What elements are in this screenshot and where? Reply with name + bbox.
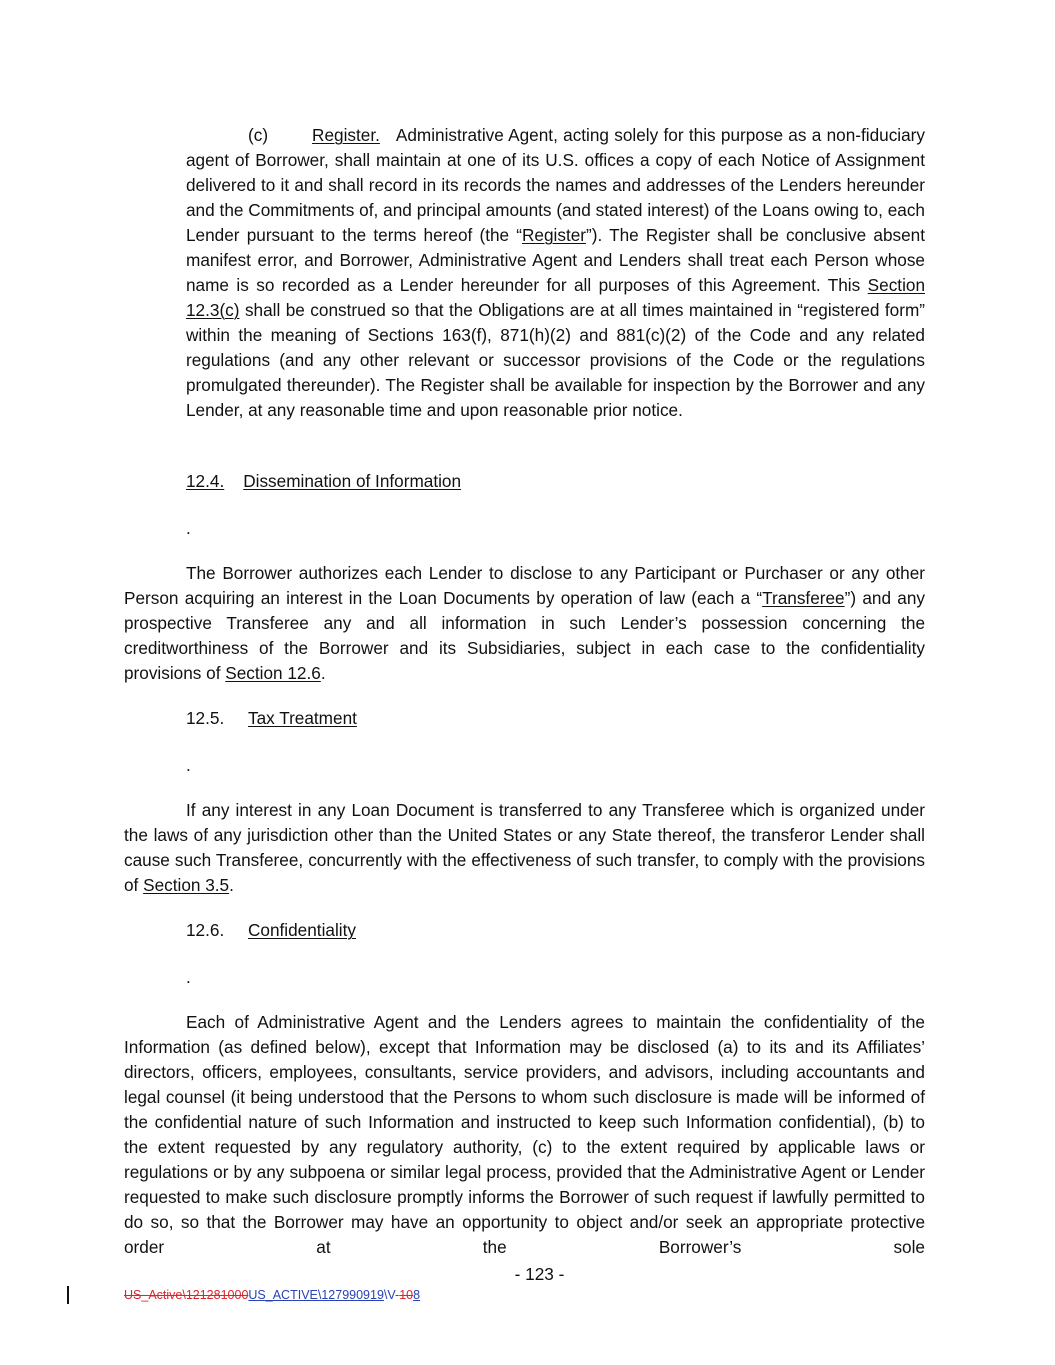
- section-12-4-title: Dissemination of Information: [243, 471, 462, 491]
- section-12-4-section-ref: Section 12.6: [225, 663, 321, 683]
- section-12-6-paragraph: [124, 1010, 925, 1260]
- register-title: Register.: [312, 125, 380, 145]
- section-12-4-heading: [186, 469, 461, 494]
- section-12-5-section-ref: Section 3.5: [143, 875, 230, 895]
- page-number: - 123 -: [514, 1264, 565, 1284]
- change-bar: [67, 1286, 69, 1304]
- section-12-4-paragraph: [124, 561, 925, 686]
- section-12-6-dot: .: [186, 967, 191, 987]
- section-12-6-text-1: Each of Administrative Agent and the Lenders agrees to maintain the confidentiality of the Information (as defined below), except that Information may be disclosed (a) to its and its Affiliates’ directors, officers, employees, consultants, service providers, and advisors, including accountants and legal counsel (it being understood that the Persons to whom such disclosure is made will be informed of the confidential nature of such Information and instructed to keep such Information confidential), (b) to the extent requested by any regulatory authority, (c) to the extent required by applicable laws or regulations or by any subpoena or similar legal process, provided that the Administrative Agent or Lender requested to make such disclosure promptly informs the Borrower of such request if lawfully permitted to do so, so that the Borrower may have an opportunity to object and/or seek an appropriate protective order at the Borrower’s sole: [124, 1012, 925, 1257]
- doc-id-inserted: US_ACTIVE\127990919: [248, 1288, 384, 1302]
- section-12-5-heading: [186, 706, 357, 731]
- register-paragraph: [186, 123, 925, 423]
- document-id-footer: [124, 1287, 420, 1303]
- version-prefix: \V-: [383, 1288, 400, 1302]
- section-12-4-number: 12.4.: [186, 471, 225, 491]
- section-12-5-title: Tax Treatment: [248, 708, 357, 728]
- register-section-ref: Section 12.3(c): [186, 275, 925, 320]
- register-text-1: Administrative Agent, acting solely for this purpose as a non-fiduciary agent of Borrower, shall maintain at one of its U.S. offices a copy of each Notice of Assignment delivered to it and shall record in its records the names and addresses of the Lenders hereunder and the Commitments of, and principal amounts (and stated interest) of the Loans owing to, each Lender pursuant to the terms hereof (the “: [186, 125, 925, 245]
- section-12-6-number: 12.6.: [186, 920, 225, 940]
- section-12-5-paragraph: [124, 798, 925, 898]
- section-12-4-text-1: The Borrower authorizes each Lender to disclose to any Participant or Purchaser or any other Person acquiring an interest in the Loan Documents by operation of law (each a “: [124, 563, 925, 608]
- section-12-4-text-3: .: [320, 663, 326, 683]
- section-12-4-dot: .: [186, 518, 191, 538]
- section-12-4-text-2: ”) and any prospective Transferee any and all information in such Lender’s possession concerning the creditworthiness of the Borrower and its Subsidiaries, subject in each case to the confidentiality provisions of: [124, 588, 926, 683]
- section-12-6-heading: [186, 918, 356, 943]
- section-12-4-defined-term: Transferee: [762, 588, 845, 608]
- section-12-5-number: 12.5.: [186, 708, 225, 728]
- doc-id-deleted: US_Active\121281000: [124, 1288, 249, 1302]
- section-12-6-title: Confidentiality: [248, 920, 356, 940]
- version-deleted: 10: [399, 1288, 414, 1302]
- version-inserted: 8: [413, 1288, 421, 1302]
- section-12-5-dot: .: [186, 755, 191, 775]
- register-label: (c): [248, 125, 269, 145]
- register-text-3: shall be construed so that the Obligations are at all times maintained in “registered form” within the meaning of Sections 163(f), 871(h)(2) and 881(c)(2) of the Code and any related regulations (and any other relevant or successor provisions of the Code or the regulations promulgated thereunder). The Register shall be available for inspection by the Borrower and any Lender, at any reasonable time and upon reasonable prior notice.: [186, 300, 925, 420]
- section-12-5-text-2: .: [229, 875, 234, 895]
- section-12-5-text-1: If any interest in any Loan Document is transferred to any Transferee which is organized under the laws of any jurisdiction other than the United States or any State thereof, the transferor Lender shall cause such Transferee, concurrently with the effectiveness of such transfer, to comply with the provisions of: [124, 800, 925, 895]
- register-text-2: ”). The Register shall be conclusive absent manifest error, and Borrower, Administrative Agent and Lenders shall treat each Person whose name is so recorded as a Lender hereunder for all purposes of this Agreement. This: [186, 225, 926, 295]
- register-defined-term: Register: [522, 225, 587, 245]
